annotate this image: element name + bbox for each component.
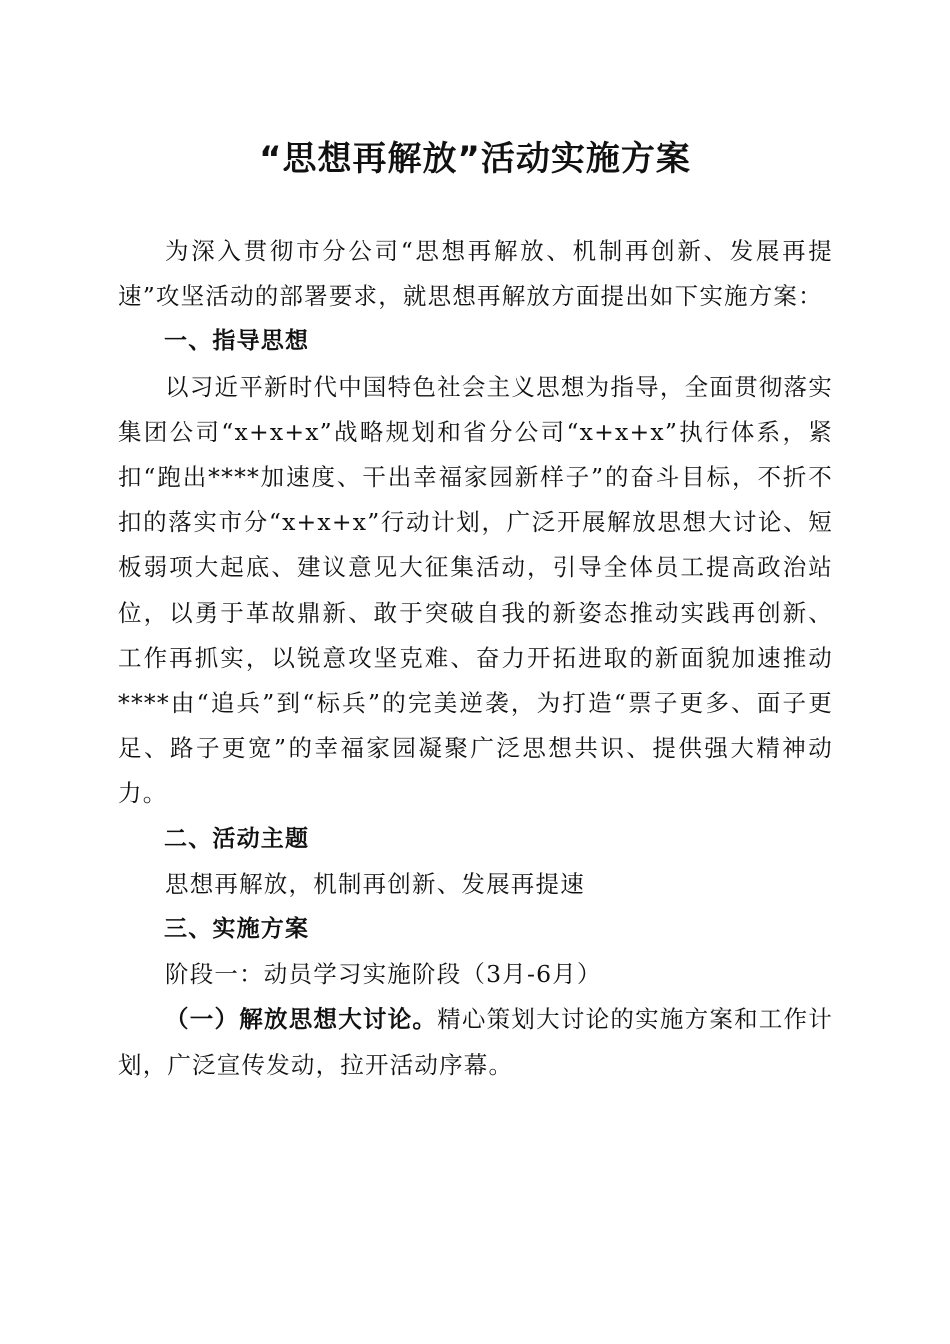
intro-paragraph: 为深入贯彻市分公司“思想再解放、机制再创新、发展再提速”攻坚活动的部署要求，就思想再解放方面提出如下实施方案： [118,237,833,311]
document-body [118,229,833,1088]
item-one-label: （一）解放思想大讨论。 [165,1005,438,1034]
guiding-ideology-paragraph: 以习近平新时代中国特色社会主义思想为指导，全面贯彻落实集团公司“x+x+x”战略规划和省分公司“x+x+x”执行体系，紧扣“跑出****加速度、干出幸福家园新样子”的奋斗目标，不折不扣的落实市分“x+x+x”行动计划，广泛开展解放思想大讨论、短板弱项大起底、建议意见大征集活动，引导全体员工提高政治站位，以勇于革故鼎新、敢于突破自我的新姿态推动实践再创新、工作再抓实，以锐意攻坚克难、奋力开拓进取的新面貌加速推动****由“追兵”到“标兵”的完美逆袭，为打造“票子更多、面子更足、路子更宽”的幸福家园凝聚广泛思想共识、提供强大精神动力。 [118,372,833,808]
activity-theme-paragraph: 思想再解放，机制再创新、发展再提速 [165,869,585,898]
section-heading-implementation-plan: 三、实施方案 [164,916,310,943]
item-one-paragraph [118,997,833,1087]
section-heading-guiding-ideology: 一、指导思想 [164,328,310,355]
stage-one-line: 阶段一：动员学习实施阶段（3月-6月） [165,960,602,989]
item-one-text: 精心策划大讨论的实施方案和工作计划，广泛宣传发动，拉开活动序幕。 [118,1005,834,1079]
section-heading-activity-theme: 二、活动主题 [164,825,310,852]
document-title: “思想再解放”活动实施方案 [259,139,691,179]
